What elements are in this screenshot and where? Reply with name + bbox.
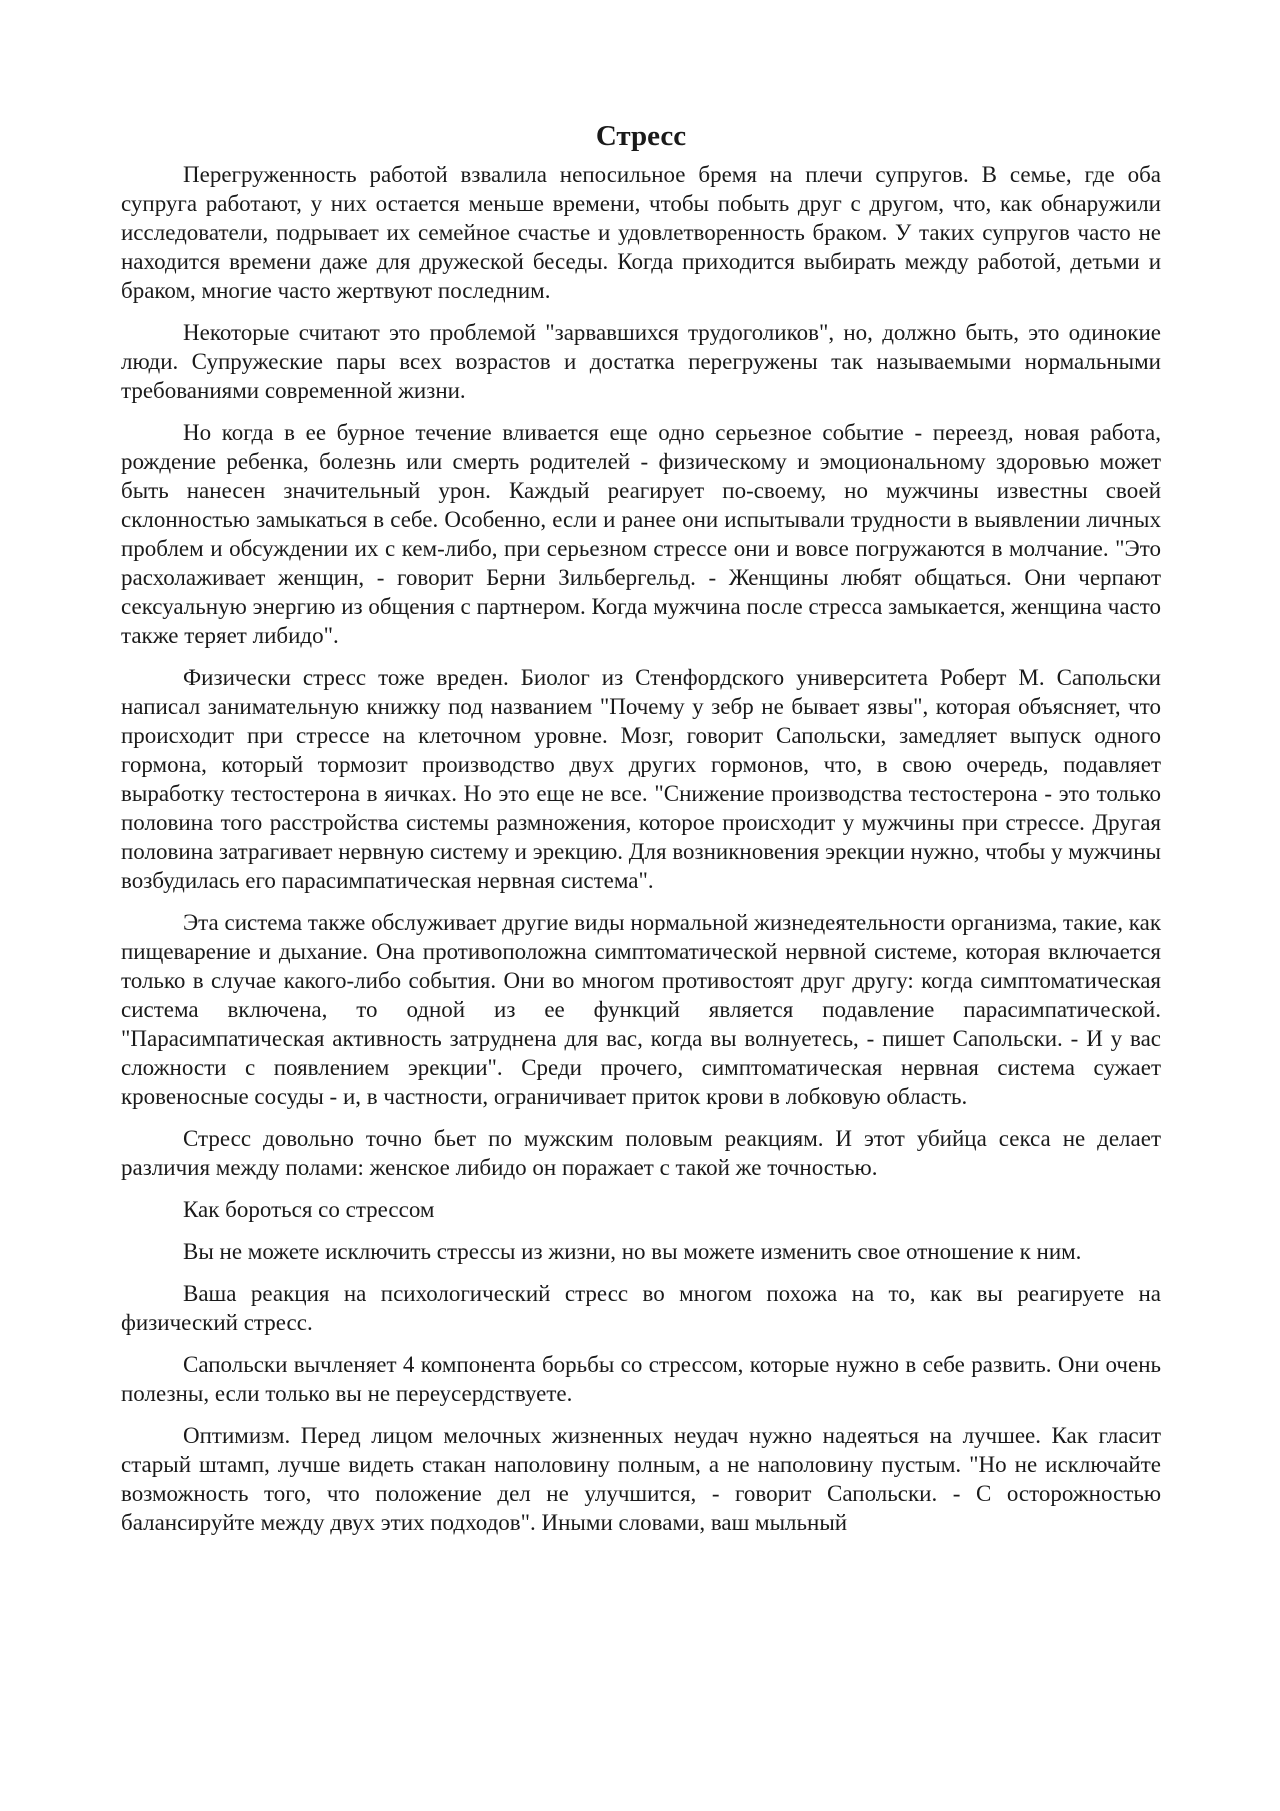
paragraph-2: Некоторые считают это проблемой "зарвавшихся трудоголиков", но, должно быть, это одинокие люди. Супружеские пары всех возрастов и достатка перегружены так называемыми нормальными требованиями современной жизни.: [121, 320, 1161, 403]
paragraph-4: Физически стресс тоже вреден. Биолог из Стенфордского университета Роберт М. Сапольски написал занимательную книжку под названием "Почему у зебр не бывает язвы", которая объясняет, что происходит при стрессе на клеточном уровне. Мозг, говорит Сапольски, замедляет выпуск одного гормона, который тормозит производство двух других гормонов, что, в свою очередь, подавляет выработку тестостерона в яичках. Но это еще не все. "Снижение производства тестостерона - это только половина того расстройства системы размножения, которое происходит у мужчины при стрессе. Другая половина затрагивает нервную систему и эрекцию. Для возникновения эрекции нужно, чтобы у мужчины возбудилась его парасимпатическая нервная система".: [121, 665, 1161, 893]
paragraph-1: Перегруженность работой взвалила непосильное бремя на плечи супругов. В семье, где оба супруга работают, у них остается меньше времени, чтобы побыть друг с другом, что, как обнаружили исследователи, подрывает их семейное счастье и удовлетворенность браком. У таких супругов часто не находится времени даже для дружеской беседы. Когда приходится выбирать между работой, детьми и браком, многие часто жертвуют последним.: [121, 162, 1161, 303]
document-body: [121, 118, 1161, 1550]
document-title: Стресс: [595, 120, 687, 152]
paragraph-5: Эта система также обслуживает другие виды нормальной жизнедеятельности организма, такие, как пищеварение и дыхание. Она противоположна симптоматической нервной системе, которая включается только в случае какого-либо события. Они во многом противостоят друг другу: когда симптоматическая система включена, то одной из ее функций является подавление парасимпатической. "Парасимпатическая активность затруднена для вас, когда вы волнуетесь, - пишет Сапольски. - И у вас сложности с появлением эрекции". Среди прочего, симптоматическая нервная система сужает кровеносные сосуды - и, в частности, ограничивает приток крови в лобковую область.: [121, 910, 1161, 1109]
paragraph-6: Стресс довольно точно бьет по мужским половым реакциям. И этот убийца секса не делает различия между полами: женское либидо он поражает с такой же точностью.: [121, 1126, 1161, 1180]
paragraph-8: Ваша реакция на психологический стресс во многом похожа на то, как вы реагируете на физический стресс.: [121, 1281, 1161, 1335]
paragraph-7: Вы не можете исключить стрессы из жизни, но вы можете изменить свое отношение к ним.: [183, 1239, 1082, 1264]
paragraph-3: Но когда в ее бурное течение вливается еще одно серьезное событие - переезд, новая работа, рождение ребенка, болезнь или смерть родителей - физическому и эмоциональному здоровью может быть нанесен значительный урон. Каждый реагирует по-своему, но мужчины известны своей склонностью замыкаться в себе. Особенно, если и ранее они испытывали трудности в выявлении личных проблем и обсуждении их с кем-либо, при серьезном стрессе они и вовсе погружаются в молчание. "Это расхолаживает женщин, - говорит Берни Зильбергельд. - Женщины любят общаться. Они черпают сексуальную энергию из общения с партнером. Когда мужчина после стресса замыкается, женщина часто также теряет либидо".: [121, 420, 1161, 648]
paragraph-9: Сапольски вычленяет 4 компонента борьбы со стрессом, которые нужно в себе развить. Они очень полезны, если только вы не переусердствуете.: [121, 1352, 1161, 1406]
paragraph-10: Оптимизм. Перед лицом мелочных жизненных неудач нужно надеяться на лучшее. Как гласит старый штамп, лучше видеть стакан наполовину полным, а не наполовину пустым. "Но не исключайте возможность того, что положение дел не улучшится, - говорит Сапольски. - С осторожностью балансируйте между двух этих подходов". Иными словами, ваш мыльный: [121, 1423, 1161, 1535]
section-heading: Как бороться со стрессом: [183, 1197, 435, 1222]
